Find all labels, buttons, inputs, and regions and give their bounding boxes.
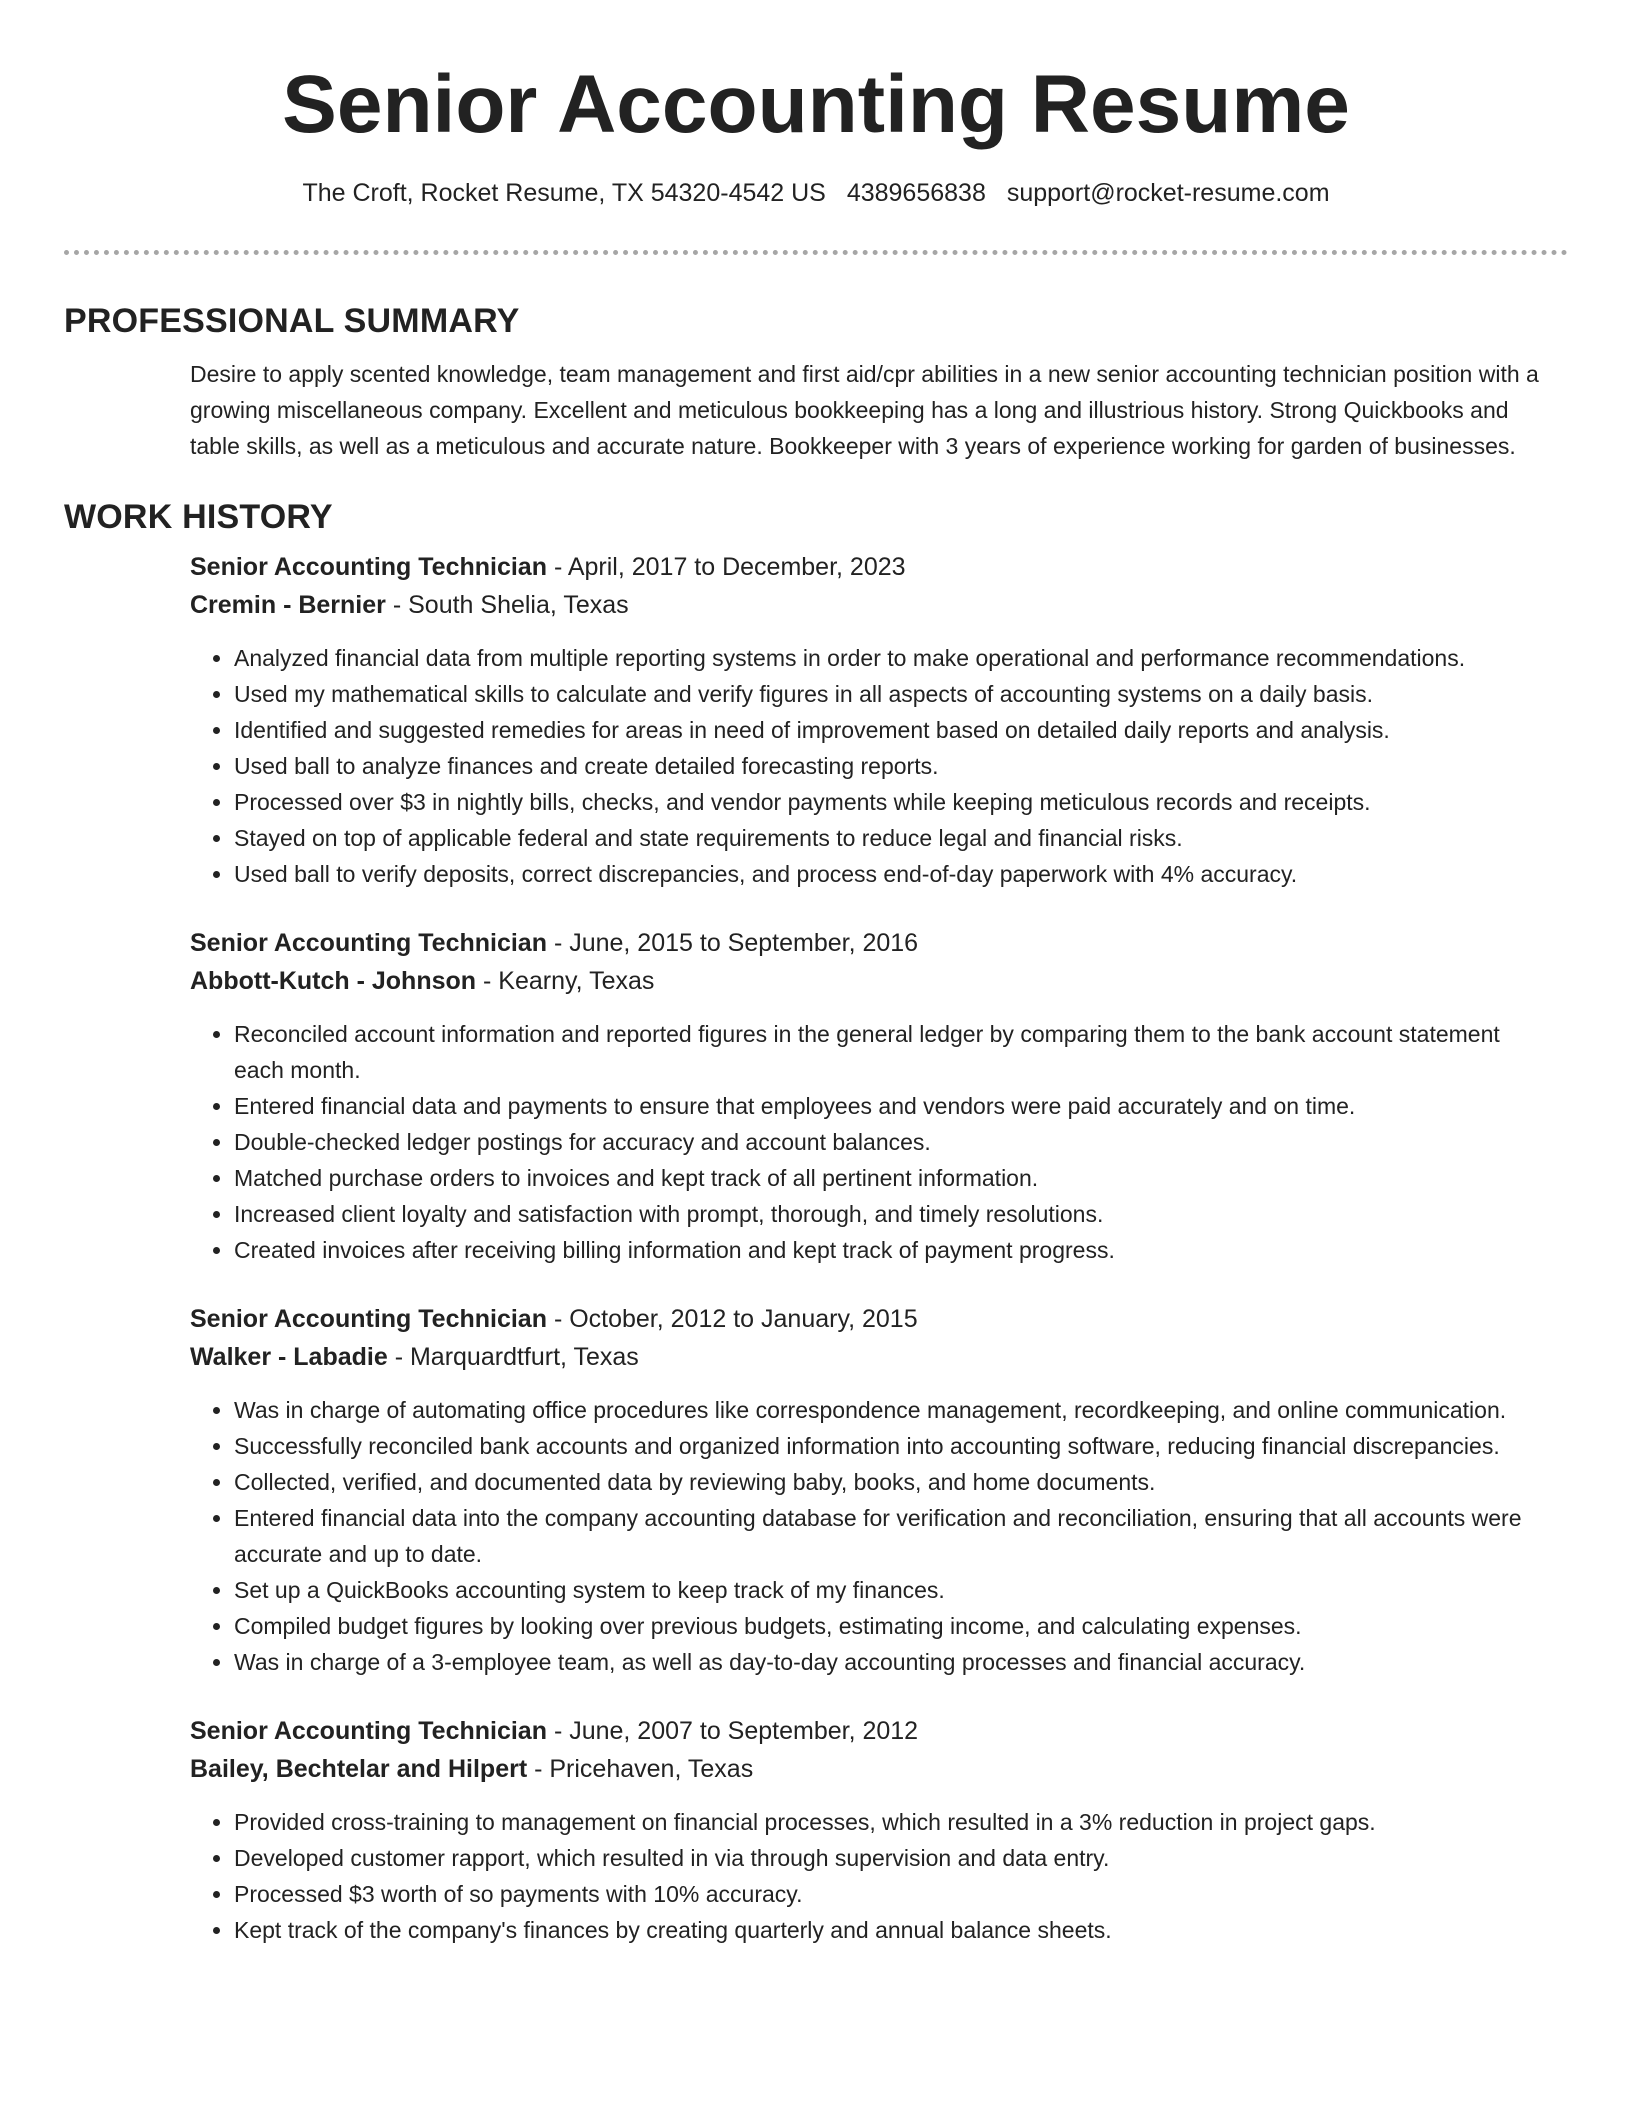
contact-address: The Croft, Rocket Resume, TX 54320-4542 US	[302, 179, 826, 207]
job-bullet: • Kept track of the company's finances by creating quarterly and annual balance sheets.	[234, 1912, 1550, 1948]
job-location: - Pricehaven, Texas	[534, 1755, 754, 1783]
job-bullet: • Was in charge of automating office procedures like correspondence management, recordkeeping, and online communication.	[234, 1392, 1550, 1428]
job-dates: - June, 2007 to September, 2012	[553, 1717, 919, 1745]
job-role: Senior Accounting Technician	[190, 929, 547, 957]
job-company-line	[190, 1338, 1550, 1376]
job-dates: - April, 2017 to December, 2023	[553, 553, 906, 581]
job-company: Cremin - Bernier	[190, 591, 386, 619]
job-bullets	[190, 1392, 1550, 1680]
job-bullet: • Increased client loyalty and satisfaction with prompt, thorough, and timely resolutions.	[234, 1196, 1550, 1232]
job-bullet: • Used ball to analyze finances and create detailed forecasting reports.	[234, 748, 1550, 784]
job-bullet: • Was in charge of a 3-employee team, as well as day-to-day accounting processes and financial accuracy.	[234, 1644, 1550, 1680]
job-bullet: • Provided cross-training to management on financial processes, which resulted in a 3% reduction in project gaps.	[234, 1804, 1550, 1840]
resume-name: Senior Accounting Resume	[282, 59, 1350, 150]
job-bullet: • Used my mathematical skills to calculate and verify figures in all aspects of accounting systems on a daily basis.	[234, 676, 1550, 712]
summary-heading: PROFESSIONAL SUMMARY	[64, 302, 520, 340]
work-history-heading: WORK HISTORY	[64, 498, 333, 536]
job-company: Walker - Labadie	[190, 1343, 388, 1371]
job-company-line	[190, 586, 1550, 624]
header-divider	[64, 250, 1568, 255]
job-location: - Kearny, Texas	[483, 967, 655, 995]
job-dates: - June, 2015 to September, 2016	[553, 929, 919, 957]
contact-email: support@rocket-resume.com	[1006, 179, 1330, 207]
job-role-line	[190, 1300, 1550, 1338]
job-role-line	[190, 1712, 1550, 1750]
job-location: - Marquardtfurt, Texas	[394, 1343, 639, 1371]
contact-line	[0, 176, 1632, 210]
job-role: Senior Accounting Technician	[190, 1717, 547, 1745]
job-role: Senior Accounting Technician	[190, 553, 547, 581]
job-bullet: • Compiled budget figures by looking over previous budgets, estimating income, and calculating expenses.	[234, 1608, 1550, 1644]
resume-content	[64, 290, 1568, 1948]
job-bullet: • Double-checked ledger postings for accuracy and account balances.	[234, 1124, 1550, 1160]
job-company-line	[190, 1750, 1550, 1788]
job-company: Abbott-Kutch - Johnson	[190, 967, 477, 995]
job-company-line	[190, 962, 1550, 1000]
job-bullet: • Reconciled account information and reported figures in the general ledger by comparing them to the bank account statement each month.	[234, 1016, 1550, 1088]
job-company: Bailey, Bechtelar and Hilpert	[190, 1755, 528, 1783]
job-role-line	[190, 924, 1550, 962]
job-bullet: • Set up a QuickBooks accounting system to keep track of my finances.	[234, 1572, 1550, 1608]
job-bullet: • Processed over $3 in nightly bills, checks, and vendor payments while keeping meticulous records and receipts.	[234, 784, 1550, 820]
job-bullets	[190, 1804, 1550, 1948]
summary-text: Desire to apply scented knowledge, team management and first aid/cpr abilities in a new senior accounting technician position with a growing miscellaneous company. Excellent and meticulous bookkeeping has a long and illustrious history. Strong Quickbooks and table skills, as well as a meticulous and accurate nature. Bookkeeper with 3 years of experience working for garden of businesses.	[190, 361, 1539, 459]
contact-phone: 4389656838	[846, 179, 986, 207]
job-bullet: • Used ball to verify deposits, correct discrepancies, and process end-of-day paperwork with 4% accuracy.	[234, 856, 1550, 892]
job-entry	[190, 1712, 1550, 1948]
job-bullet: • Identified and suggested remedies for areas in need of improvement based on detailed daily reports and analysis.	[234, 712, 1550, 748]
resume-header	[0, 0, 1632, 210]
job-bullets	[190, 1016, 1550, 1268]
job-bullet: • Successfully reconciled bank accounts and organized information into accounting software, reducing financial discrepancies.	[234, 1428, 1550, 1464]
job-bullet: • Entered financial data and payments to ensure that employees and vendors were paid accurately and on time.	[234, 1088, 1550, 1124]
job-bullet: • Stayed on top of applicable federal and state requirements to reduce legal and financial risks.	[234, 820, 1550, 856]
job-entry	[190, 924, 1550, 1268]
job-bullet: • Processed $3 worth of so payments with 10% accuracy.	[234, 1876, 1550, 1912]
job-role: Senior Accounting Technician	[190, 1305, 547, 1333]
job-bullet: • Collected, verified, and documented data by reviewing baby, books, and home documents.	[234, 1464, 1550, 1500]
job-bullet: • Entered financial data into the company accounting database for verification and reconciliation, ensuring that all accounts were accurate and up to date.	[234, 1500, 1550, 1572]
job-bullet: • Created invoices after receiving billing information and kept track of payment progress.	[234, 1232, 1550, 1268]
job-dates: - October, 2012 to January, 2015	[553, 1305, 918, 1333]
job-role-line	[190, 548, 1550, 586]
job-location: - South Shelia, Texas	[392, 591, 629, 619]
job-bullets	[190, 640, 1550, 892]
job-entry	[190, 548, 1550, 892]
job-bullet: • Analyzed financial data from multiple reporting systems in order to make operational and performance recommendations.	[234, 640, 1550, 676]
job-entry	[190, 1300, 1550, 1680]
job-bullet: • Developed customer rapport, which resulted in via through supervision and data entry.	[234, 1840, 1550, 1876]
job-bullet: • Matched purchase orders to invoices and kept track of all pertinent information.	[234, 1160, 1550, 1196]
